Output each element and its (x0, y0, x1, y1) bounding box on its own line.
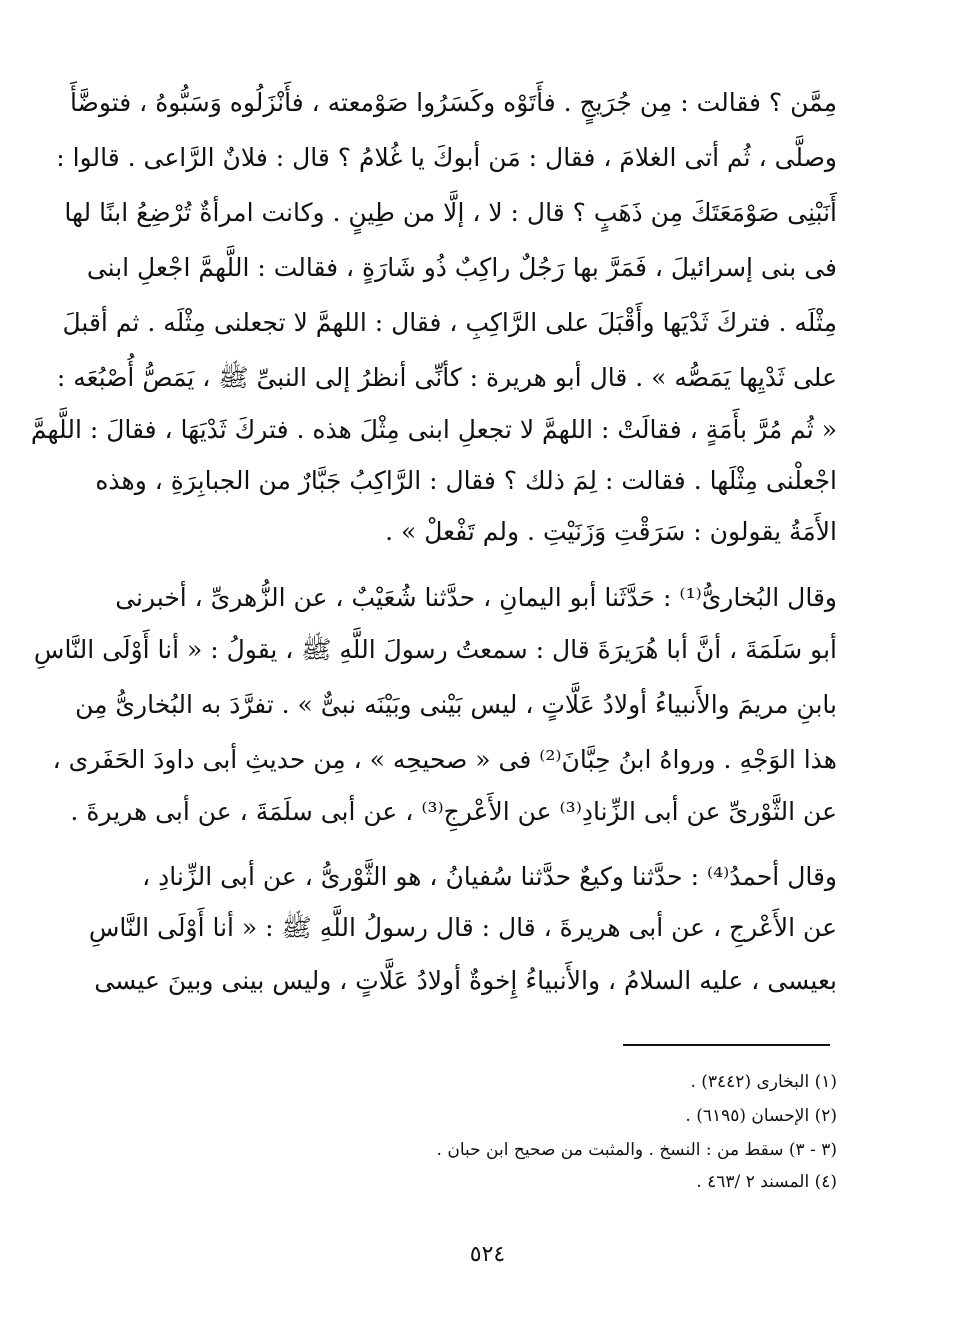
text-line-12: بابنِ مريمَ والأَنبياءُ أولادُ عَلَّاتٍ ، ليس بَيْنى وبَيْنَه نبىٌّ » . تفرَّدَ به البُخارىُّ مِن (75, 690, 837, 719)
text-line-5: مِثْلَه . فتركَ ثَدْيَها وأَقْبَلَ على الرَّاكِبِ ، فقال : اللهمَّ لا تجعلنى مِثْلَه . ثم أقبلَ (62, 308, 837, 337)
footnote-1: (١) البخارى (٣٤٤٢) . (690, 1072, 837, 1092)
text-line-6: على ثَدْيِها يَمَصُّه » . قال أبو هريرة : كأنِّى أنظرُ إلى النبىِّ ﷺ ، يَمَصُّ أُصْبُعَه : (56, 363, 837, 392)
text-line-4: فى بنى إسرائيلَ ، فَمَرَّ بها رَجُلٌ راكِبٌ ذُو شَارَةٍ ، فقالت : اللَّهمَّ اجْعلِ ابنى (86, 253, 837, 282)
text-line-7: « ثُم مُرَّ بأَمَةٍ ، فقالَتْ : اللهمَّ لا تجعلِ ابنى مِثْلَ هذه . فتركَ ثَدْيَهَا ، فقالَ : اللَّهمَّ (30, 415, 837, 444)
text-line-1: مِمَّن ؟ فقالت : مِن جُرَيجٍ . فأَتَوْه وكَسَرُوا صَوْمعته ، فأَنْزَلُوه وَسَبُّوهُ ، فتوضَّأَ (69, 88, 837, 117)
text-line-13: هذا الوَجْهِ . ورواهُ ابنُ حِبَّانَ⁽²⁾ فى « صحيحِه » ، مِن حديثِ أبى داودَ الحَفَرى ، (52, 745, 837, 774)
text-line-17: بعيسى ، عليه السلامُ ، والأَنبياءُ إِخوةٌ أولادُ عَلَّاتٍ ، وليس بينى وبينَ عيسى (94, 966, 837, 995)
page-number: ٥٢٤ (469, 1242, 506, 1267)
text-line-3: أَنَبْنِى صَوْمَعَتَكَ مِن ذَهَبٍ ؟ قال : لا ، إلَّا من طِينٍ . وكانت امرأةٌ تُرْضِعُ ابنًا لها (64, 198, 837, 227)
text-line-14: عن الثَّوْرىِّ عن أبى الزِّنادِ⁽³⁾ عن الأَعْرجِ⁽³⁾ ، عن أبى سلَمَةَ ، عن أبى هريرةَ . (70, 797, 837, 826)
text-line-15: وقال أحمدُ⁽⁴⁾ : حدَّثنا وكيعٌ حدَّثنا سُفيانُ ، هو الثَّوْرىُّ ، عن أبى الزِّنادِ ، (142, 862, 837, 891)
text-line-11: أبو سَلَمَةَ ، أنَّ أبا هُرَيرَةَ قال : سمعتُ رسولَ اللَّهِ ﷺ ، يقولُ : « أنا أَوْلَى النَّاسِ (33, 635, 837, 664)
text-line-16: عن الأَعْرجِ ، عن أبى هريرةَ ، قال : قال رسولُ اللَّهِ ﷺ : « أنا أَوْلَى النَّاسِ (88, 913, 837, 942)
text-line-10: وقال البُخارىُّ⁽¹⁾ : حَدَّثَنا أبو اليمانِ ، حدَّثنا شُعَيْبٌ ، عن الزُّهرىِّ ، أخبرنى (115, 583, 837, 612)
text-line-8: اجْعلْنى مِثْلَها . فقالت : لِمَ ذلك ؟ فقال : الرَّاكِبُ جَبَّارٌ من الجبابِرَةِ ، وهذه (95, 466, 837, 495)
text-line-2: وصلَّى ، ثُم أتى الغلامَ ، فقال : مَن أبوكَ يا غُلامُ ؟ قال : فلانٌ الرَّاعى . قالوا : (56, 143, 837, 172)
text-line-9: الأَمَةُ يقولون : سَرَقْتِ وَزَنَيْتِ . ولم تَفْعلْ » . (385, 517, 837, 546)
footnote-4: (٤) المسند ٢ /٤٦٣ . (696, 1172, 837, 1192)
footnote-2: (٢) الإحسان (٦١٩٥) . (685, 1106, 837, 1126)
footnote-divider (623, 1044, 830, 1046)
footnote-3: (٣ - ٣) سقط من : النسخ . والمثبت من صحيح ابن حبان . (436, 1140, 837, 1160)
